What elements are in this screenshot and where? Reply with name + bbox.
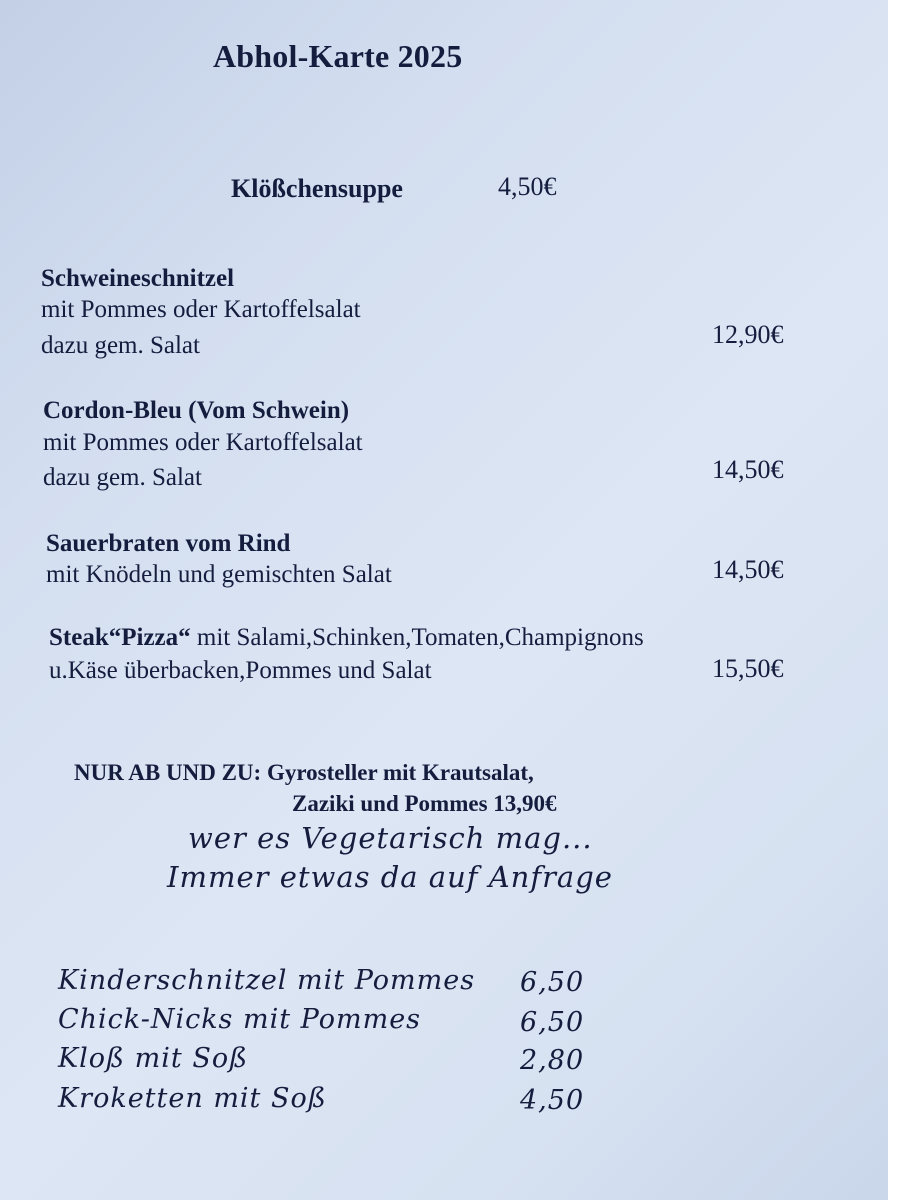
paper-edge (888, 0, 898, 1200)
menu-title: Abhol-Karte 2025 (213, 38, 463, 74)
dish-name-steak-pizza: Steak“Pizza“ (49, 624, 191, 651)
vegetarian-note-line-1: wer es Vegetarisch mag... (188, 821, 593, 855)
kids-item-name: Kinderschnitzel mit Pommes (58, 965, 476, 996)
dish-desc-cordon-bleu-1: mit Pommes oder Kartoffelsalat (43, 429, 363, 456)
vegetarian-note-line-2: Immer etwas da auf Anfrage (167, 860, 613, 894)
special-offer-line-1: NUR AB UND ZU: Gyrosteller mit Krautsalat, (74, 760, 534, 785)
dish-name-schweineschnitzel: Schweineschnitzel (41, 265, 235, 292)
dish-price-steak-pizza: 15,50€ (712, 654, 784, 683)
soup-name: Klößchensuppe (231, 174, 403, 203)
dish-desc-schweineschnitzel-1: mit Pommes oder Kartoffelsalat (41, 296, 361, 323)
dish-desc-steak-pizza-1: mit Salami,Schinken,Tomaten,Champignons (190, 624, 644, 651)
dish-name-cordon-bleu: Cordon-Bleu (Vom Schwein) (43, 397, 350, 424)
kids-item-price: 2,80 (520, 1045, 585, 1076)
dish-price-cordon-bleu: 14,50€ (712, 455, 784, 484)
dish-line-steak-pizza (49, 624, 644, 652)
kids-item-name: Kroketten mit Soß (58, 1083, 327, 1114)
dish-desc-steak-pizza-2: u.Käse überbacken,Pommes und Salat (49, 657, 432, 684)
dish-name-sauerbraten: Sauerbraten vom Rind (46, 530, 291, 557)
kids-item-price: 6,50 (520, 967, 585, 998)
dish-desc-sauerbraten-1: mit Knödeln und gemischten Salat (46, 561, 392, 588)
dish-desc-cordon-bleu-2: dazu gem. Salat (43, 464, 202, 491)
special-offer-line-2: Zaziki und Pommes 13,90€ (292, 791, 557, 816)
kids-item-name: Chick-Nicks mit Pommes (58, 1004, 422, 1035)
soup-price: 4,50€ (498, 172, 557, 201)
kids-item-price: 6,50 (520, 1007, 585, 1038)
kids-item-price: 4,50 (520, 1085, 585, 1116)
dish-price-sauerbraten: 14,50€ (712, 555, 784, 584)
dish-desc-schweineschnitzel-2: dazu gem. Salat (41, 332, 200, 359)
dish-price-schweineschnitzel: 12,90€ (712, 320, 784, 349)
kids-item-name: Kloß mit Soß (58, 1043, 249, 1074)
